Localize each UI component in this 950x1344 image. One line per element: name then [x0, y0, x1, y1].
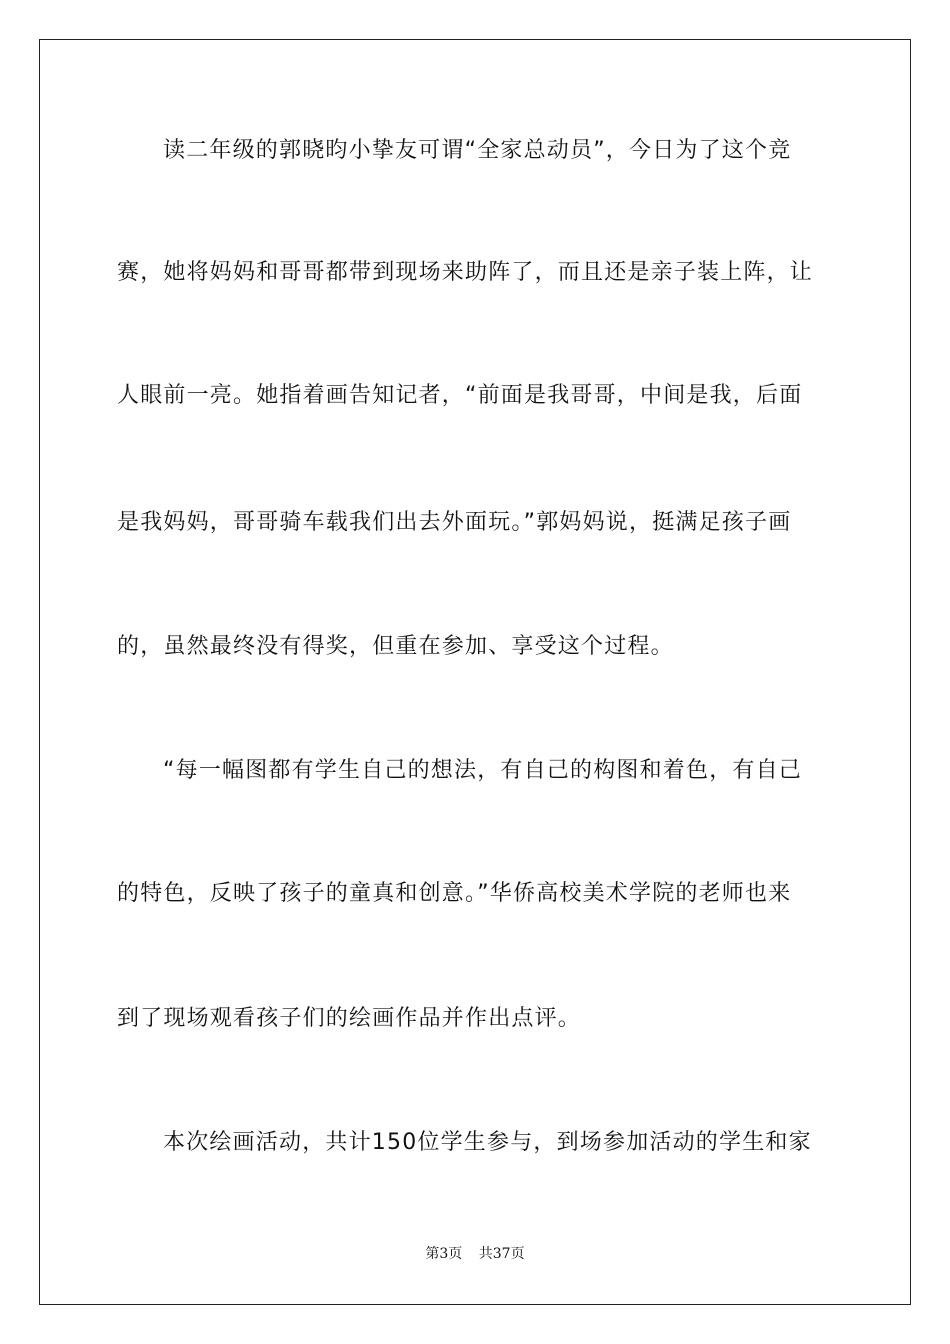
- paragraph-1-line-4: 是我妈妈，哥哥骑车载我们出去外面玩。”郭妈妈说，挺满足孩子画: [117, 510, 792, 535]
- paragraph-3-line-1: 本次绘画活动，共计150位学生参与，到场参加活动的学生和家: [163, 1130, 812, 1155]
- total-pages: 共37页: [478, 1246, 525, 1262]
- paragraph-1-line-5: 的，虽然最终没有得奖，但重在参加、享受这个过程。: [117, 634, 674, 659]
- paragraph-2-line-1: “每一幅图都有学生自己的想法，有自己的构图和着色，有自己: [163, 758, 802, 783]
- paragraph-1-line-3: 人眼前一亮。她指着画告知记者，“前面是我哥哥，中间是我，后面: [117, 383, 803, 408]
- page-footer: [0, 1244, 950, 1264]
- paragraph-2-line-2: 的特色，反映了孩子的童真和创意。”华侨高校美术学院的老师也来: [117, 881, 792, 906]
- page-number: 第3页: [425, 1246, 463, 1262]
- paragraph-2-line-3: 到了现场观看孩子们的绘画作品并作出点评。: [117, 1006, 582, 1031]
- paragraph-1-line-1: 读二年级的郭晓昀小挚友可谓“全家总动员”，今日为了这个竞: [163, 138, 792, 163]
- paragraph-1-line-2: 赛，她将妈妈和哥哥都带到现场来助阵了，而且还是亲子装上阵，让: [117, 260, 814, 285]
- page-border: [39, 39, 911, 1305]
